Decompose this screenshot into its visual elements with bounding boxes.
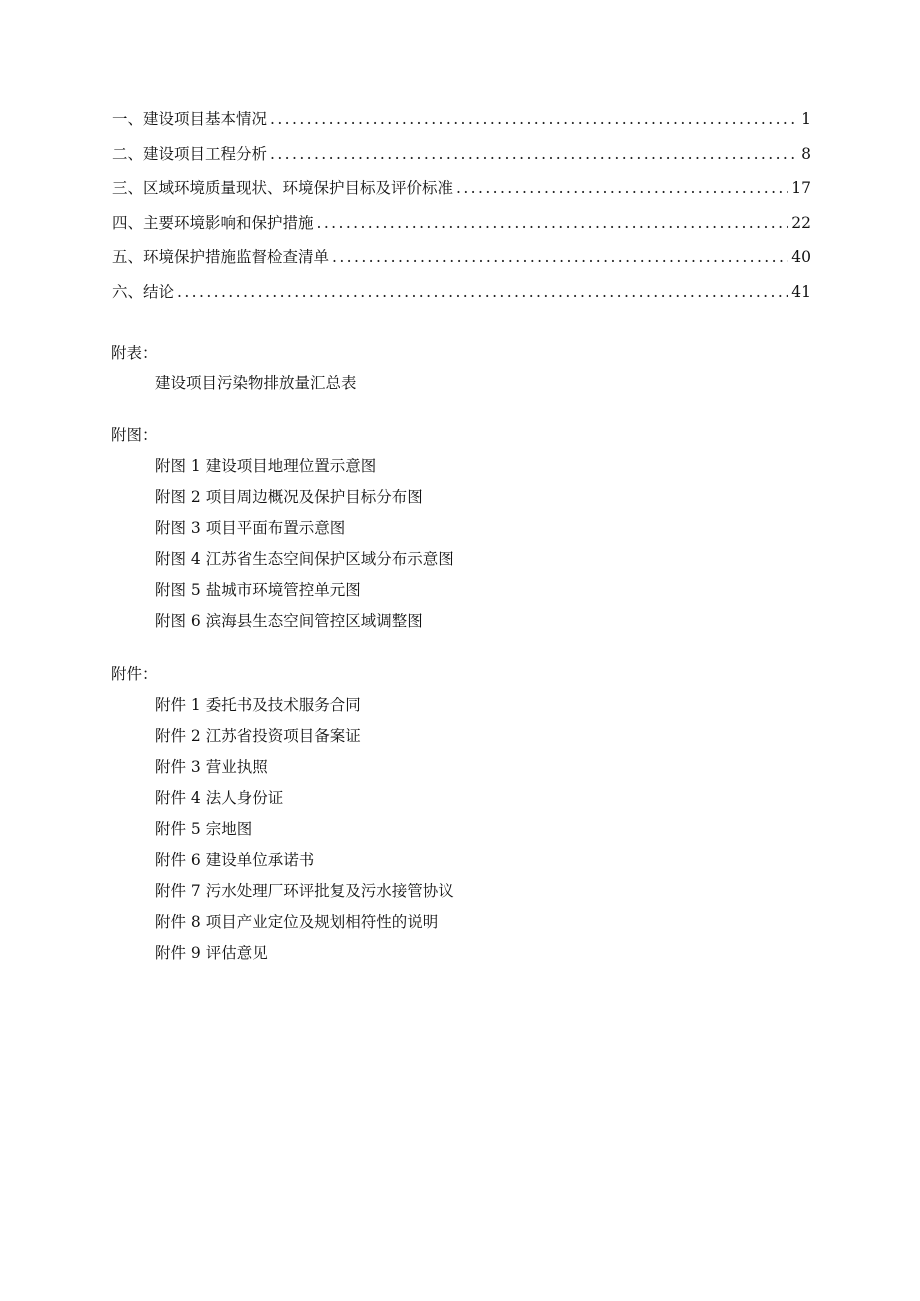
toc-entry[interactable] [112,137,811,172]
toc-entry[interactable] [112,275,811,310]
list-item: 附图 1 建设项目地理位置示意图 [155,457,377,475]
toc-entry-title: 五、环境保护措施监督检查清单 [112,248,330,266]
schedules-heading: 附表： [111,344,158,362]
toc-entry-page: 41 [791,282,811,301]
toc-entry-title: 一、建设项目基本情况 [112,110,268,128]
figures-list [155,451,454,637]
list-item: 附件 3 营业执照 [155,758,268,776]
list-item: 附图 4 江苏省生态空间保护区域分布示意图 [155,550,454,568]
list-item: 附件 6 建设单位承诺书 [155,851,315,869]
toc-entry[interactable] [112,240,811,275]
list-item: 附件 5 宗地图 [155,820,253,838]
list-item: 附件 2 江苏省投资项目备案证 [155,727,361,745]
list-item: 附件 1 委托书及技术服务合同 [155,696,361,714]
toc-entry-page: 8 [801,144,811,163]
list-item: 附图 2 项目周边概况及保护目标分布图 [155,488,423,506]
toc-entry-page: 1 [801,110,811,128]
list-item: 附件 7 污水处理厂环评批复及污水接管协议 [155,882,454,900]
toc-leader-dots [456,171,788,206]
toc-leader-dots [177,275,788,310]
toc-entry[interactable] [112,171,811,206]
toc-leader-dots [332,240,788,275]
toc-entry-page: 22 [791,213,811,232]
schedules-list [155,368,357,399]
figures-heading: 附图： [111,426,158,444]
attachments-heading: 附件： [111,665,158,683]
list-item: 附件 4 法人身份证 [155,789,284,807]
toc-entry-title: 六、结论 [112,282,175,301]
toc-leader-dots [317,206,789,241]
list-item: 附图 5 盐城市环境管控单元图 [155,581,361,599]
toc-entry[interactable] [112,102,811,137]
list-item: 附件 8 项目产业定位及规划相符性的说明 [155,913,439,931]
table-of-contents [112,102,811,309]
list-item: 附图 6 滨海县生态空间管控区域调整图 [155,612,423,630]
toc-entry-page: 40 [791,248,811,266]
toc-entry-title: 二、建设项目工程分析 [112,144,268,163]
toc-entry-title: 四、主要环境影响和保护措施 [112,213,314,232]
toc-leader-dots [270,102,798,137]
toc-leader-dots [270,137,798,172]
toc-entry[interactable] [112,206,811,241]
list-item: 附图 3 项目平面布置示意图 [155,519,346,537]
list-item: 附件 9 评估意见 [155,944,268,962]
toc-entry-page: 17 [791,179,811,197]
toc-entry-title: 三、区域环境质量现状、环境保护目标及评价标准 [112,179,454,197]
list-item: 建设项目污染物排放量汇总表 [155,374,357,392]
attachments-list [155,690,454,969]
